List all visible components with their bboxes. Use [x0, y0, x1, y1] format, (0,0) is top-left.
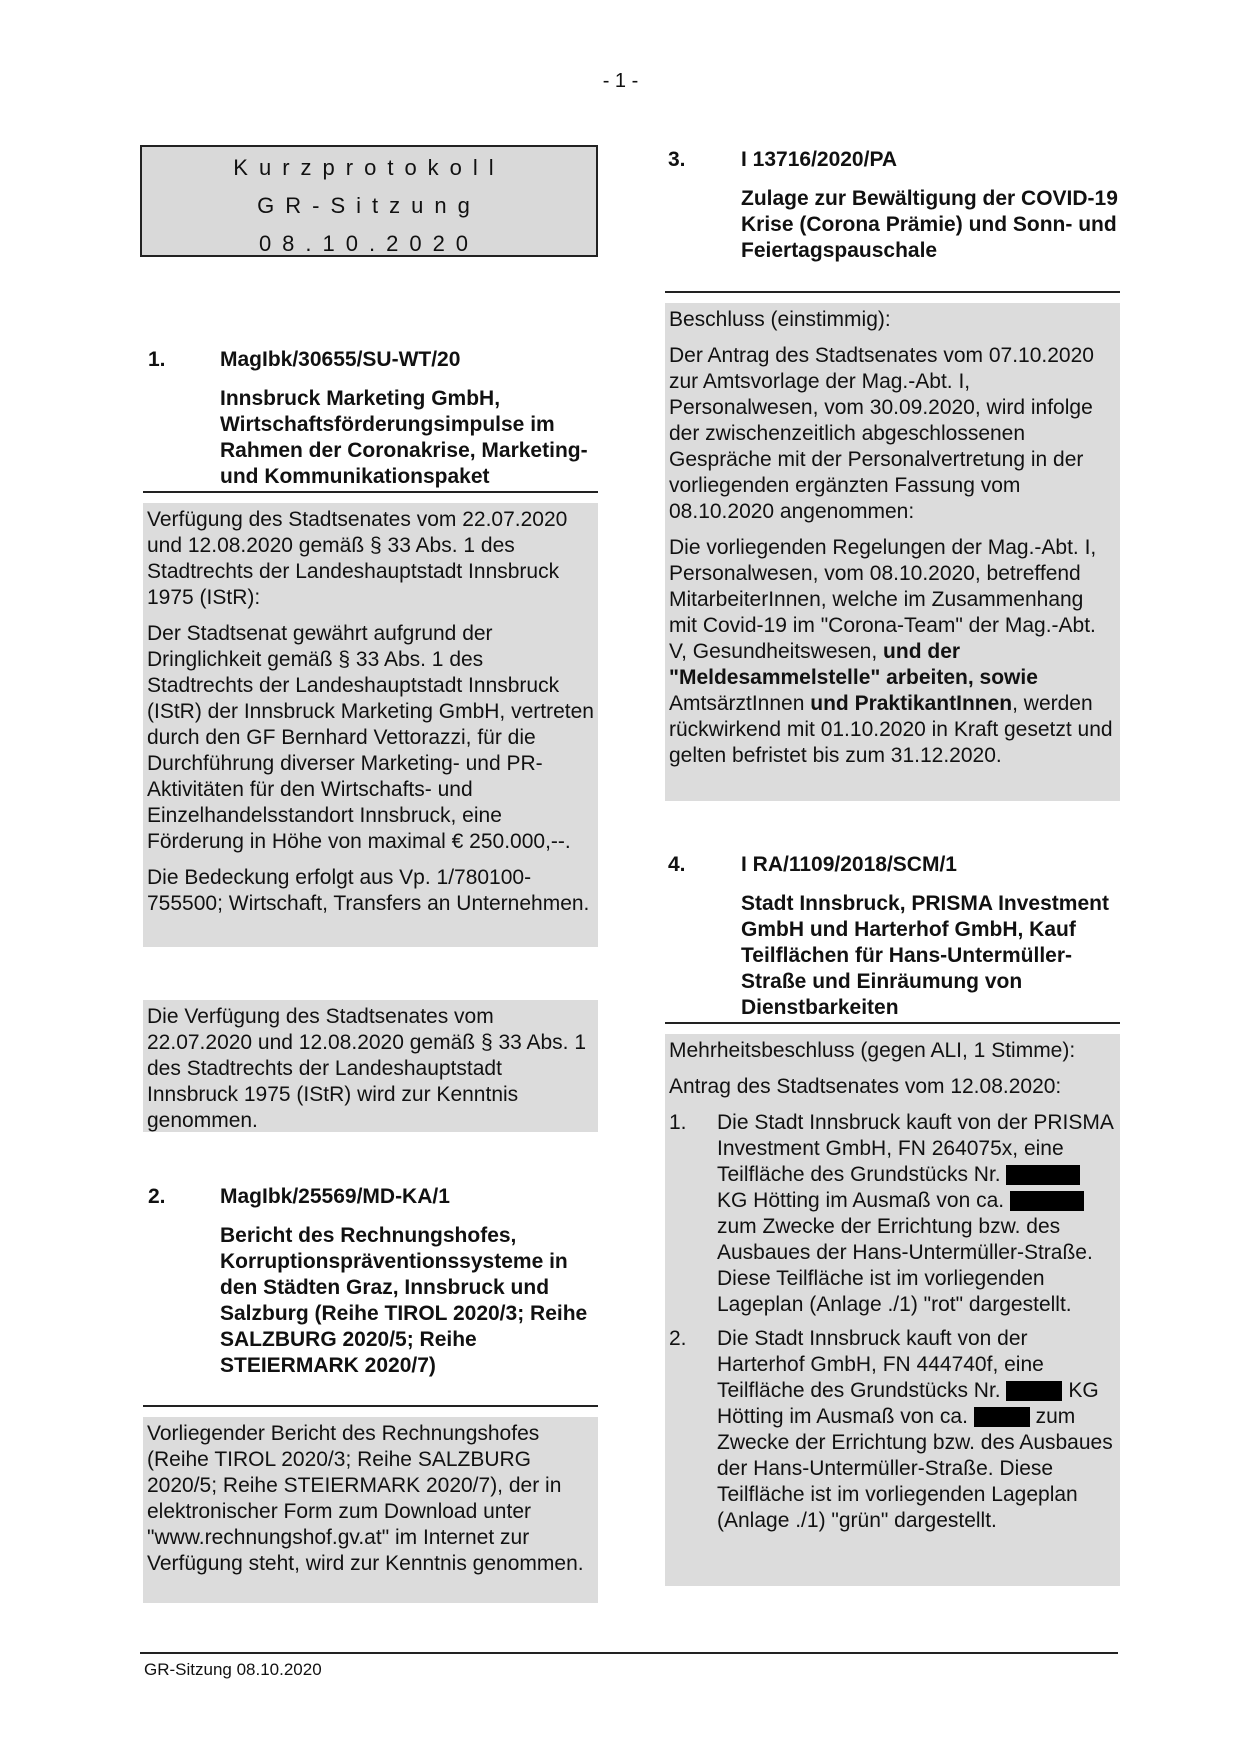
item3-body-part-b: und der "Meldesammelstelle" arbeiten, sowie	[669, 640, 1038, 689]
item1-decision-text: Die Verfügung des Stadtsenates vom 22.07.2020 und 12.08.2020 gemäß § 33 Abs. 1 des Stadtrechts der Landeshauptstadt Innsbruck 1975 (IStR) wird zur Kenntnis genommen.	[147, 1005, 587, 1132]
item1-reference: MagIbk/30655/SU-WT/20	[220, 348, 461, 371]
redaction-bar	[1006, 1165, 1080, 1185]
item2-heading: Bericht des Rechnungshofes, Korruptionspräventionssysteme in den Städten Graz, Innsbruck und Salzburg (Reihe TIROL 2020/3; Reihe SALZBURG 2020/5; Reihe STEIERMARK 2020/7)	[220, 1224, 588, 1377]
item4-rule	[665, 1022, 1120, 1024]
item4-decision-intro: Antrag des Stadtsenates vom 12.08.2020:	[669, 1075, 1062, 1098]
item3-decision-label: Beschluss (einstimmig):	[669, 308, 891, 331]
item2-rule	[143, 1405, 598, 1407]
item3-body-part-e: , werden rückwirkend mit 01.10.2020 in Kraft gesetzt und gelten befristet bis zum 31.12.2020.	[669, 692, 1113, 767]
item3-heading: Zulage zur Bewältigung der COVID-19 Krise (Corona Prämie) und Sonn- und Feiertagspauschale	[741, 187, 1118, 262]
item1-rule	[143, 491, 598, 493]
item3-body-part-d: und PraktikantInnen	[810, 692, 1013, 715]
page-number: - 1 -	[602, 70, 639, 92]
item1-decree-funding: Die Bedeckung erfolgt aus Vp. 1/780100-755500; Wirtschaft, Transfers an Unternehmen.	[147, 866, 590, 915]
item4-list	[669, 1110, 1116, 1534]
item4-number: 4.	[668, 853, 686, 876]
item1-decree-body: Der Stadtsenat gewährt aufgrund der Dringlichkeit gemäß § 33 Abs. 1 des Stadtrechts der Landeshauptstadt Innsbruck (IStR) der Innsbruck Marketing GmbH, vertreten durch den GF Bernhard Vettorazzi, für die Durchführung diverser Marketing- und PR-Aktivitäten für den Wirtschafts- und Einzelhandelsstandort Innsbruck, eine Förderung in Höhe von maximal € 250.000,--.	[147, 622, 594, 853]
item4-li1-text-a: Die Stadt Innsbruck kauft von der PRISMA Investment GmbH, FN 264075x, eine Teilfläche des Grundstücks Nr.	[717, 1111, 1113, 1186]
title-line-3: 08.10.2020	[258, 231, 480, 256]
item2-decision-text: Vorliegender Bericht des Rechnungshofes (Reihe TIROL 2020/3; Reihe SALZBURG 2020/5; Reihe STEIERMARK 2020/7), der in elektronischer Form zum Download unter "www.rechnungshof.gv.at" im Internet zur Verfügung steht, wird zur Kenntnis genommen.	[147, 1422, 584, 1575]
item1-decree-intro: Verfügung des Stadtsenates vom 22.07.2020 und 12.08.2020 gemäß § 33 Abs. 1 des Stadtrechts der Landeshauptstadt Innsbruck 1975 (IStR):	[147, 508, 568, 609]
redaction-bar	[1006, 1381, 1062, 1401]
title-line-2: GR-Sitzung	[257, 193, 481, 218]
item2-number: 2.	[148, 1185, 166, 1208]
title-box	[140, 145, 598, 257]
item3-decision-block	[665, 303, 1120, 801]
item1-number: 1.	[148, 348, 166, 371]
item4-li1-text-c: zum Zwecke der Errichtung bzw. des Ausbaues der Hans-Untermüller-Straße. Diese Teilfläche ist im vorliegenden Lageplan (Anlage ./1) "rot" dargestellt.	[717, 1215, 1093, 1316]
item3-reference: I 13716/2020/PA	[741, 148, 898, 171]
item4-list-item-1-number: 1.	[669, 1111, 687, 1134]
footer-text: GR-Sitzung 08.10.2020	[144, 1660, 322, 1679]
footer-rule	[140, 1652, 1118, 1654]
item4-decision-label: Mehrheitsbeschluss (gegen ALI, 1 Stimme):	[669, 1039, 1076, 1062]
item2-decision-block	[143, 1417, 598, 1603]
item4-reference: I RA/1109/2018/SCM/1	[741, 853, 957, 876]
item4-li2-text-a: Die Stadt Innsbruck kauft von der Harterhof GmbH, FN 444740f, eine Teilfläche des Grundstücks Nr.	[717, 1327, 1044, 1402]
item4-li2-text-c: zum Zwecke der Errichtung bzw. des Ausbaues der Hans-Untermüller-Straße. Diese Teilfläche ist im vorliegenden Lageplan (Anlage ./1) "grün" dargestellt.	[717, 1405, 1113, 1532]
item3-body-part-a: Die vorliegenden Regelungen der Mag.-Abt. I, Personalwesen, vom 08.10.2020, betreffend MitarbeiterInnen, welche im Zusammenhang mit Covid-19 im "Corona-Team" der Mag.-Abt. V, Gesundheitswesen,	[669, 536, 1097, 663]
item4-list-item-1	[669, 1110, 1116, 1318]
redaction-bar	[1010, 1191, 1084, 1211]
item3-rule	[665, 291, 1120, 293]
item3-number: 3.	[668, 148, 686, 171]
redaction-bar	[974, 1407, 1030, 1427]
item4-list-item-2	[669, 1326, 1116, 1534]
item2-reference: MagIbk/25569/MD-KA/1	[220, 1185, 450, 1208]
item4-decision-block	[665, 1034, 1120, 1586]
item4-list-item-2-number: 2.	[669, 1327, 687, 1350]
item4-heading: Stadt Innsbruck, PRISMA Investment GmbH und Harterhof GmbH, Kauf Teilflächen für Hans-Untermüller-Straße und Einräumung von Dienstbarkeiten	[741, 892, 1109, 1019]
item1-decision-block	[143, 1000, 598, 1132]
item1-heading: Innsbruck Marketing GmbH, Wirtschaftsförderungsimpulse im Rahmen der Coronakrise, Marketing- und Kommunikationspaket	[220, 387, 588, 488]
item1-decree-block	[143, 503, 598, 947]
item4-li2-text-b: KG Hötting im Ausmaß von ca.	[717, 1379, 1099, 1428]
item3-decision-body	[669, 535, 1116, 769]
title-line-1: Kurzprotokoll	[233, 155, 505, 180]
item3-decision-intro: Der Antrag des Stadtsenates vom 07.10.2020 zur Amtsvorlage der Mag.-Abt. I, Personalwesen, vom 30.09.2020, wird infolge der zwischenzeitlich abgeschlossenen Gespräche mit der Personalvertretung in der vorliegenden ergänzten Fassung vom 08.10.2020 angenommen:	[669, 344, 1094, 523]
item4-li1-text-b: KG Hötting im Ausmaß von ca.	[717, 1189, 1005, 1212]
item3-body-part-c: AmtsärztInnen	[669, 692, 805, 715]
